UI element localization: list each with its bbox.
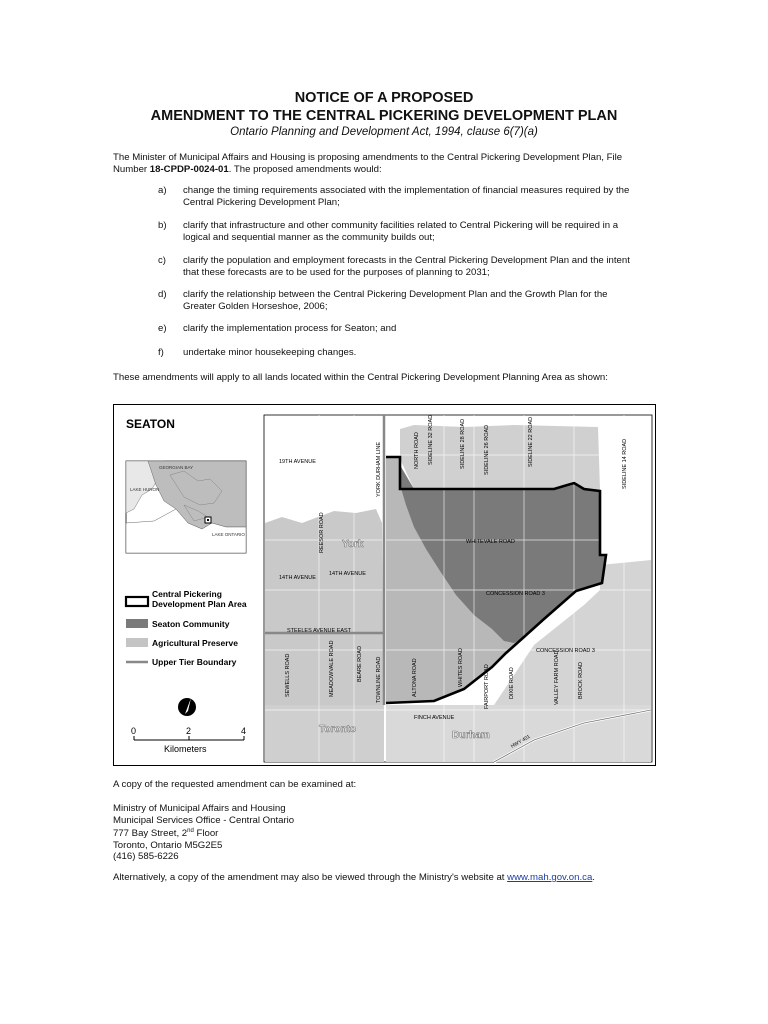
- road-label-sideline-26: SIDELINE 26 ROAD: [484, 424, 490, 475]
- ministry-website-link[interactable]: www.mah.gov.on.ca: [507, 872, 593, 883]
- map-frame: [264, 415, 652, 762]
- road-label-fairport: FAIRPORT ROAD: [484, 664, 490, 709]
- amendment-text: change the timing requirements associated with the implementation of financial measures required by the Central Pickering Development Plan;: [183, 185, 630, 208]
- road-label-whites: WHITES ROAD: [458, 648, 464, 687]
- road-label-finch: FINCH AVENUE: [414, 715, 455, 721]
- legend-label-plan-area-2: Development Plan Area: [152, 599, 247, 609]
- road-label-sideline-22: SIDELINE 22 ROAD: [528, 416, 534, 467]
- road-label-york-durham: YORK DURHAM LINE: [376, 441, 382, 497]
- road-label-north-road: NORTH ROAD: [414, 432, 420, 469]
- amendment-label: a): [158, 185, 167, 196]
- road-label-14th-ave-b: 14TH AVENUE: [329, 571, 366, 577]
- road-label-valley-farm: VALLEY FARM ROAD: [554, 650, 560, 705]
- road-label-concession3-b: CONCESSION ROAD 3: [536, 648, 595, 654]
- road-label-sideline-14: SIDELINE 14 ROAD: [622, 438, 628, 489]
- inset-locator-map: [126, 461, 246, 553]
- website-text-after: .: [592, 872, 595, 883]
- place-label-york: York: [342, 539, 364, 550]
- road-label-beare: BEARE ROAD: [357, 645, 363, 682]
- amendment-text: clarify that infrastructure and other community facilities related to Central Pickering will be required in a logical and sequential manner as the community builds out;: [183, 220, 619, 243]
- durham-urban-area: [386, 705, 651, 762]
- road-label-sideline-32: SIDELINE 32 ROAD: [428, 414, 434, 465]
- inset-label-georgian-bay: GEORGIAN BAY: [159, 465, 194, 470]
- amendment-text: clarify the relationship between the Central Pickering Development Plan and the Growth Plan for the Greater Golden Horseshoe, 2006;: [183, 289, 608, 312]
- amendment-text: undertake minor housekeeping changes.: [183, 347, 357, 358]
- seaton-map: [113, 404, 656, 766]
- place-label-toronto: Toronto: [319, 724, 357, 735]
- road-label-whitevale: WHITEVALE ROAD: [466, 539, 515, 545]
- amendment-label: d): [158, 289, 167, 300]
- legend-label-seaton: Seaton Community: [152, 619, 230, 629]
- road-label-highway: HWY 401: [510, 733, 532, 750]
- ministry-address: [113, 803, 294, 863]
- amendment-label: f): [158, 347, 164, 358]
- road-label-reesor: REESOR ROAD: [319, 512, 325, 553]
- road-label-19th-ave: 19TH AVENUE: [279, 459, 316, 465]
- intro-paragraph: [113, 152, 658, 175]
- file-number: 18-CPDP-0024-01: [149, 163, 229, 175]
- scale-tick-4: 4: [241, 726, 247, 736]
- applies-statement: These amendments will apply to all lands located within the Central Pickering Development Planning Area as shown:: [113, 372, 608, 383]
- address-line3: 777 Bay Street, 2nd Floor: [113, 828, 219, 840]
- map-title: SEATON: [126, 417, 175, 431]
- legend-label-plan-area-1: Central Pickering: [152, 589, 222, 599]
- road-label-brock: BROCK ROAD: [578, 662, 584, 699]
- notice-title-line1: NOTICE OF A PROPOSED: [294, 90, 474, 106]
- road-label-meadowvale: MEADOWVALE ROAD: [329, 640, 335, 697]
- legend-swatch-plan-area: [126, 597, 148, 606]
- scale-unit: Kilometers: [164, 744, 207, 754]
- intro-text-before: The Minister of Municipal Affairs and Housing is proposing amendments to the Central Pickering Development Plan, File Number: [113, 152, 623, 175]
- inset-label-lake-huron: LAKE HURON: [130, 487, 160, 492]
- map-legend: [126, 589, 247, 667]
- notice-title-line2: AMENDMENT TO THE CENTRAL PICKERING DEVELOPMENT PLAN: [150, 108, 618, 124]
- place-label-durham: Durham: [452, 730, 490, 741]
- amendment-label: e): [158, 323, 167, 334]
- copy-notice: A copy of the requested amendment can be examined at:: [113, 779, 357, 790]
- north-arrow-icon: [178, 698, 196, 716]
- intro-text-after: . The proposed amendments would:: [228, 163, 382, 175]
- website-text-before: Alternatively, a copy of the amendment may also be viewed through the Ministry's website at: [113, 872, 508, 883]
- scale-bar: [131, 726, 246, 754]
- legend-swatch-agricultural: [126, 638, 148, 647]
- address-line2: Municipal Services Office - Central Ontario: [113, 814, 295, 826]
- road-label-altona: ALTONA ROAD: [412, 658, 418, 697]
- road-label-14th-ave-a: 14TH AVENUE: [279, 575, 316, 581]
- scale-tick-0: 0: [131, 726, 137, 736]
- address-line4: Toronto, Ontario M5G2E5: [113, 839, 223, 851]
- scale-tick-2: 2: [186, 726, 192, 736]
- legend-label-upper-tier: Upper Tier Boundary: [152, 657, 237, 667]
- amendment-text: clarify the population and employment forecasts in the Central Pickering Development Plan and the intent that these forecasts are to be used for the purposes of planning to 2031;: [183, 255, 630, 278]
- road-label-dixie: DIXIE ROAD: [509, 667, 515, 699]
- legend-label-agricultural: Agricultural Preserve: [152, 638, 238, 648]
- address-phone: (416) 585-6226: [113, 851, 179, 863]
- road-label-townline: TOWNLINE ROAD: [376, 656, 382, 703]
- amendment-label: c): [158, 255, 166, 266]
- amendment-label: b): [158, 220, 167, 231]
- road-label-sideline-28: SIDELINE 28 ROAD: [460, 418, 466, 469]
- address-line1: Ministry of Municipal Affairs and Housing: [113, 803, 286, 814]
- road-label-steeles: STEELES AVENUE EAST: [287, 628, 352, 634]
- road-label-concession3-a: CONCESSION ROAD 3: [486, 591, 545, 597]
- amendment-text: clarify the implementation process for Seaton; and: [183, 323, 397, 334]
- website-paragraph: [113, 872, 595, 884]
- road-label-sewells: SEWELLS ROAD: [285, 653, 291, 697]
- act-subtitle: Ontario Planning and Development Act, 1994, clause 6(7)(a): [230, 126, 538, 138]
- inset-label-lake-ontario: LAKE ONTARIO: [212, 532, 245, 537]
- legend-swatch-seaton: [126, 619, 148, 628]
